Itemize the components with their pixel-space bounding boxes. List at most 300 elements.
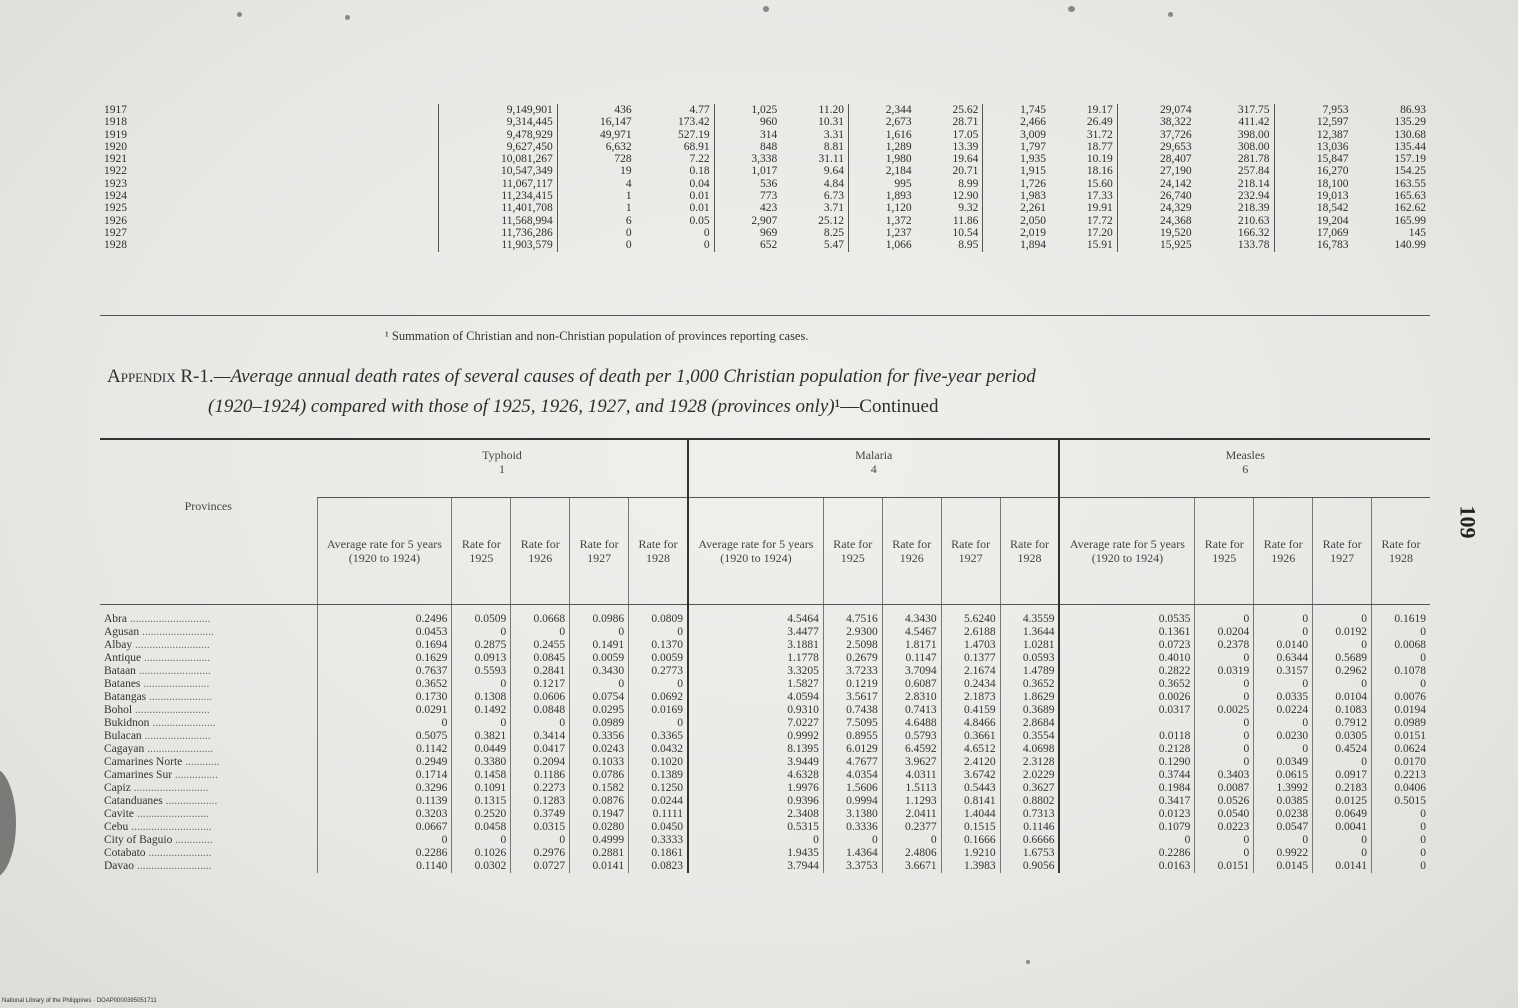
rate-cell: 0.0025	[1195, 704, 1254, 717]
rate-cell: 0.5593	[452, 665, 511, 678]
province-name: Catanduanes ..................	[104, 795, 218, 807]
value-cell: 15.91	[1086, 239, 1113, 252]
rate-cell: 0	[1313, 639, 1372, 652]
value-cell: 9.32	[958, 202, 979, 215]
rate-cell: 0	[511, 626, 570, 639]
rate-cell: 0.1730	[317, 691, 452, 704]
value-cell: 25.62	[952, 104, 979, 116]
rate-cell: 0.1146	[1000, 821, 1059, 834]
rate-cell: 0	[629, 717, 688, 730]
value-cell: 19.91	[1086, 202, 1113, 215]
value-cell: 37,726	[1117, 129, 1195, 141]
page-number: 109	[1455, 505, 1481, 539]
value-cell: 4	[557, 178, 635, 190]
value-cell: 1,980	[848, 153, 915, 165]
rate-cell: 0.0606	[511, 691, 570, 704]
province-name: Cagayan .......................	[104, 743, 214, 755]
rate-cell: 0.0432	[629, 743, 688, 756]
rate-cell: 0.4524	[1313, 743, 1372, 756]
rate-cell: 0.1389	[629, 769, 688, 782]
rate-cell: 0	[1313, 847, 1372, 860]
subheader: Average rate for 5 years (1920 to 1924)	[688, 498, 823, 605]
subheader: Rate for 1925	[452, 498, 511, 605]
group-header-malaria: Malaria 4	[688, 440, 1059, 498]
value-cell: 15,847	[1274, 153, 1352, 165]
rate-cell: 0.9922	[1254, 847, 1313, 860]
rate-cell: 0.0280	[570, 821, 629, 834]
rate-cell: 6.4592	[882, 743, 941, 756]
rate-cell: 0.7413	[882, 704, 941, 717]
value-cell: 18,542	[1274, 202, 1352, 214]
subheader: Rate for 1927	[1313, 498, 1372, 605]
value-cell: 15,925	[1117, 239, 1195, 251]
rate-cell: 0.0230	[1254, 730, 1313, 743]
value-cell: 2,019	[983, 227, 1050, 239]
rate-cell: 0.3652	[317, 678, 452, 691]
appendix-title-line-2	[208, 396, 938, 418]
rate-cell: 1.9976	[688, 782, 823, 795]
province-name: Camarines Sur ...............	[104, 769, 219, 781]
value-cell: 8.25	[823, 226, 844, 239]
rate-cell: 1.3644	[1000, 626, 1059, 639]
rate-cell: 0	[1254, 678, 1313, 691]
rate-cell: 0	[1254, 605, 1313, 627]
value-cell: 10.54	[952, 226, 979, 239]
province-name: Davao ..........................	[104, 860, 212, 872]
rate-cell: 0.0624	[1372, 743, 1430, 756]
rate-cell: 4.0311	[882, 769, 941, 782]
rate-cell: 0.0140	[1254, 639, 1313, 652]
rate-cell: 0.0194	[1372, 704, 1430, 717]
value-cell: 2,466	[983, 116, 1050, 128]
rate-cell: 0.0540	[1195, 808, 1254, 821]
rate-cell: 0.0291	[317, 704, 452, 717]
value-cell: 20.71	[952, 165, 979, 178]
rate-cell: 0.2841	[511, 665, 570, 678]
rate-cell: 0	[452, 678, 511, 691]
value-cell: 3.71	[823, 202, 844, 215]
rate-cell: 0.3689	[1000, 704, 1059, 717]
rate-cell: 0.5793	[882, 730, 941, 743]
rate-cell: 0	[1195, 691, 1254, 704]
value-cell: 11,234,415	[439, 190, 558, 202]
rate-cell	[1059, 717, 1194, 730]
value-cell: 6.73	[823, 190, 844, 203]
rate-cell: 1.9435	[688, 847, 823, 860]
rate-cell: 0.0615	[1254, 769, 1313, 782]
rate-cell: 0.0667	[317, 821, 452, 834]
rate-cell: 7.0227	[688, 717, 823, 730]
province-name: Cebu ............................	[104, 821, 212, 833]
title-text-2: (1920–1924) compared with those of 1925, 1926, 1927, and 1928 (provinces only)	[208, 396, 835, 417]
value-cell: 165.99	[1394, 214, 1426, 227]
year-row	[100, 190, 1430, 202]
value-cell: 11,736,286	[439, 227, 558, 239]
rate-cell: 0.0989	[1372, 717, 1430, 730]
value-cell: 773	[714, 190, 781, 202]
rate-cell: 0.0692	[629, 691, 688, 704]
rate-cell: 0.0547	[1254, 821, 1313, 834]
rate-cell: 0.6344	[1254, 652, 1313, 665]
province-row	[100, 626, 1430, 639]
value-cell: 411.42	[1238, 116, 1270, 129]
rate-cell: 0.0385	[1254, 795, 1313, 808]
speck	[1026, 960, 1030, 964]
provinces-header: Provinces	[100, 440, 317, 605]
rate-cell: 0	[1195, 743, 1254, 756]
subheader: Rate for 1925	[823, 498, 882, 605]
rate-cell: 2.9300	[823, 626, 882, 639]
value-cell: 8.95	[958, 239, 979, 252]
rate-cell: 4.0594	[688, 691, 823, 704]
rate-cell: 0.2520	[452, 808, 511, 821]
value-cell: 10.19	[1086, 153, 1113, 166]
rate-cell: 4.3430	[882, 605, 941, 627]
value-cell: 11,903,579	[439, 239, 558, 251]
rate-cell: 2.8310	[882, 691, 941, 704]
value-cell: 314	[714, 129, 781, 141]
rate-cell: 0	[1254, 626, 1313, 639]
rate-cell: 0	[1372, 808, 1430, 821]
group-header-measles: Measles 6	[1059, 440, 1430, 498]
rate-cell: 0.1947	[570, 808, 629, 821]
value-cell: 29,653	[1117, 141, 1195, 153]
province-row	[100, 652, 1430, 665]
rate-cell: 0.1290	[1059, 756, 1194, 769]
rate-cell: 0.0302	[452, 860, 511, 873]
year-cell: 1927	[104, 226, 127, 239]
rate-cell: 0.0059	[629, 652, 688, 665]
rate-cell: 0.1219	[823, 678, 882, 691]
rate-cell: 0.8955	[823, 730, 882, 743]
rate-cell: 0.0041	[1313, 821, 1372, 834]
province-name: Capiz ..........................	[104, 782, 209, 794]
province-row	[100, 743, 1430, 756]
rate-cell: 0	[629, 626, 688, 639]
rate-cell: 0	[1313, 756, 1372, 769]
value-cell: 17.72	[1086, 214, 1113, 227]
rate-cell: 0.1458	[452, 769, 511, 782]
rate-cell: 0.0104	[1313, 691, 1372, 704]
rate-cell: 0.1861	[629, 847, 688, 860]
rate-cell: 0	[1313, 834, 1372, 847]
value-cell: 145	[1408, 226, 1426, 239]
rate-cell: 0	[1195, 834, 1254, 847]
rate-cell: 0.0349	[1254, 756, 1313, 769]
value-cell: 7.22	[689, 153, 710, 166]
value-cell: 157.19	[1394, 153, 1426, 166]
rate-cell: 5.6240	[941, 605, 1000, 627]
rate-cell: 0.0151	[1372, 730, 1430, 743]
rate-cell: 0	[1195, 605, 1254, 627]
value-cell: 25.12	[818, 214, 844, 227]
rate-cell: 0.3627	[1000, 782, 1059, 795]
value-cell: 0	[703, 239, 710, 252]
top-continuation-table	[100, 104, 1430, 252]
rate-cell: 0.0170	[1372, 756, 1430, 769]
rate-cell: 1.4789	[1000, 665, 1059, 678]
speck	[237, 12, 242, 17]
rate-cell: 0.0076	[1372, 691, 1430, 704]
year-cell: 1917	[104, 104, 127, 116]
rate-cell: 2.4806	[882, 847, 941, 860]
value-cell: 8.81	[823, 140, 844, 153]
rate-cell: 0.0192	[1313, 626, 1372, 639]
rate-cell: 0.8802	[1000, 795, 1059, 808]
value-cell: 18.16	[1086, 165, 1113, 178]
value-cell: 26.49	[1086, 116, 1113, 129]
value-cell: 281.78	[1237, 153, 1270, 166]
speck	[1068, 6, 1075, 12]
year-row	[100, 215, 1430, 227]
value-cell: 19,013	[1274, 190, 1352, 202]
rate-cell: 4.3559	[1000, 605, 1059, 627]
value-cell: 1,237	[848, 227, 915, 239]
rate-cell: 0.3821	[452, 730, 511, 743]
rate-cell: 0.1361	[1059, 626, 1194, 639]
rate-cell: 0	[452, 834, 511, 847]
value-cell: 0	[557, 239, 635, 251]
rate-cell: 3.6742	[941, 769, 1000, 782]
rate-cell: 0.2496	[317, 605, 452, 627]
value-cell: 26,740	[1117, 190, 1195, 202]
value-cell: 163.55	[1394, 177, 1426, 190]
rate-cell: 0.0649	[1313, 808, 1372, 821]
rate-cell: 0.1217	[511, 678, 570, 691]
province-row	[100, 782, 1430, 795]
rate-cell: 0.0145	[1254, 860, 1313, 873]
speck	[345, 15, 350, 20]
rate-cell: 0.1139	[317, 795, 452, 808]
rate-cell: 3.7094	[882, 665, 941, 678]
rate-cell: 0.0295	[570, 704, 629, 717]
value-cell: 1,017	[714, 165, 781, 177]
value-cell: 3,009	[983, 129, 1050, 141]
value-cell: 4.84	[823, 177, 844, 190]
rate-cell: 0.9992	[688, 730, 823, 743]
rate-cell: 0.1283	[511, 795, 570, 808]
subheader: Rate for 1926	[511, 498, 570, 605]
province-row	[100, 821, 1430, 834]
value-cell: 1,372	[848, 215, 915, 227]
rate-cell: 0.1026	[452, 847, 511, 860]
value-cell: 19.17	[1086, 104, 1113, 116]
value-cell: 31.11	[818, 153, 844, 166]
value-cell: 3,338	[714, 153, 781, 165]
province-row	[100, 769, 1430, 782]
province-name: Antique .......................	[104, 652, 211, 664]
value-cell: 13.39	[952, 140, 979, 153]
rate-cell: 0	[317, 717, 452, 730]
rate-cell: 3.3753	[823, 860, 882, 873]
rate-cell: 0.1629	[317, 652, 452, 665]
rate-cell: 0.0458	[452, 821, 511, 834]
rate-cell: 1.5827	[688, 678, 823, 691]
value-cell: 2,344	[848, 104, 915, 116]
rate-cell: 0.5689	[1313, 652, 1372, 665]
rate-cell: 0.3414	[511, 730, 570, 743]
rate-cell: 0.1020	[629, 756, 688, 769]
province-name: Batanes .......................	[104, 678, 210, 690]
rate-cell: 4.5467	[882, 626, 941, 639]
rate-cell: 0.2377	[882, 821, 941, 834]
rate-cell: 0.1079	[1059, 821, 1194, 834]
year-cell: 1928	[104, 239, 127, 252]
rate-cell: 0.5315	[688, 821, 823, 834]
rate-cell: 0.1083	[1313, 704, 1372, 717]
rate-cell: 1.4364	[823, 847, 882, 860]
rate-cell: 0.0917	[1313, 769, 1372, 782]
value-cell: 436	[557, 104, 635, 116]
value-cell: 130.68	[1394, 128, 1426, 141]
value-cell: 423	[714, 202, 781, 214]
rate-cell: 0.2213	[1372, 769, 1430, 782]
rate-cell: 0.7313	[1000, 808, 1059, 821]
value-cell: 218.39	[1237, 202, 1270, 215]
value-cell: 15.60	[1086, 177, 1113, 190]
rate-cell: 0.0163	[1059, 860, 1194, 873]
province-row	[100, 717, 1430, 730]
rate-cell: 0	[1195, 847, 1254, 860]
rate-cell: 3.9627	[882, 756, 941, 769]
appendix-title-line-1	[107, 366, 1036, 388]
value-cell: 308.00	[1237, 140, 1270, 153]
value-cell: 17.33	[1086, 190, 1113, 203]
province-row	[100, 756, 1430, 769]
value-cell: 166.32	[1237, 226, 1270, 239]
rate-cell: 1.0281	[1000, 639, 1059, 652]
rate-cell: 0.2128	[1059, 743, 1194, 756]
value-cell: 398.00	[1237, 128, 1270, 141]
subheader: Rate for 1927	[941, 498, 1000, 605]
value-cell: 0.04	[689, 177, 710, 190]
province-row	[100, 691, 1430, 704]
value-cell: 218.14	[1237, 177, 1270, 190]
rate-cell: 1.5606	[823, 782, 882, 795]
rate-cell: 3.4477	[688, 626, 823, 639]
rate-cell: 0.9310	[688, 704, 823, 717]
rate-cell: 0.0319	[1195, 665, 1254, 678]
value-cell: 1,894	[983, 239, 1050, 251]
value-cell: 1,025	[714, 104, 781, 116]
province-name: Abra ............................	[104, 613, 211, 625]
year-row	[100, 178, 1430, 190]
rate-cell: 0.1250	[629, 782, 688, 795]
value-cell: 2,184	[848, 165, 915, 177]
province-name: Bulacan .......................	[104, 730, 211, 742]
year-cell: 1918	[104, 116, 127, 129]
value-cell: 0.18	[689, 165, 710, 178]
rate-cell: 0.0141	[570, 860, 629, 873]
rate-cell: 0	[1195, 730, 1254, 743]
value-cell: 17,069	[1274, 227, 1352, 239]
rate-cell: 0.0913	[452, 652, 511, 665]
value-cell: 1,289	[848, 141, 915, 153]
rate-cell: 0	[1195, 652, 1254, 665]
rate-cell: 0	[1313, 605, 1372, 627]
rate-cell: 0	[1059, 834, 1194, 847]
value-cell: 1,797	[983, 141, 1050, 153]
rate-cell: 4.6512	[941, 743, 1000, 756]
value-cell: 28,407	[1117, 153, 1195, 165]
subheader: Average rate for 5 years (1920 to 1924)	[1059, 498, 1194, 605]
divider	[100, 315, 1430, 316]
footnote: ¹ Summation of Christian and non-Christian population of provinces reporting cases.	[385, 329, 809, 343]
rate-cell: 0.2976	[511, 847, 570, 860]
rate-cell: 0.0238	[1254, 808, 1313, 821]
year-row	[100, 129, 1430, 141]
subheader: Rate for 1926	[882, 498, 941, 605]
year-row	[100, 116, 1430, 128]
rate-cell: 4.0698	[1000, 743, 1059, 756]
rate-cell: 1.4703	[941, 639, 1000, 652]
rate-cell: 0.2881	[570, 847, 629, 860]
rate-cell: 0.0406	[1372, 782, 1430, 795]
province-row	[100, 704, 1430, 717]
rate-cell: 0.0449	[452, 743, 511, 756]
value-cell: 24,368	[1117, 215, 1195, 227]
province-row	[100, 795, 1430, 808]
rate-cell: 0.3157	[1254, 665, 1313, 678]
rate-cell: 3.1881	[688, 639, 823, 652]
rate-cell: 1.8171	[882, 639, 941, 652]
value-cell: 3.31	[823, 128, 844, 141]
value-cell: 28.71	[952, 116, 979, 129]
value-cell: 17.20	[1086, 226, 1113, 239]
rate-cell: 0.0317	[1059, 704, 1194, 717]
subheader: Rate for 1928	[629, 498, 688, 605]
rate-cell: 0.1377	[941, 652, 1000, 665]
value-cell: 0	[557, 227, 635, 239]
rate-cell: 0.0526	[1195, 795, 1254, 808]
rate-cell: 0.3417	[1059, 795, 1194, 808]
rate-cell: 0.2679	[823, 652, 882, 665]
rate-cell: 0.2455	[511, 639, 570, 652]
subheader: Rate for 1926	[1254, 498, 1313, 605]
rate-cell: 0.3336	[823, 821, 882, 834]
subheader: Rate for 1927	[570, 498, 629, 605]
value-cell: 4.77	[689, 104, 710, 116]
rate-cell: 0.3652	[1000, 678, 1059, 691]
rate-cell: 0.1091	[452, 782, 511, 795]
rate-cell: 0.0125	[1313, 795, 1372, 808]
rate-cell: 0.0204	[1195, 626, 1254, 639]
province-name: Bohol ..........................	[104, 704, 210, 716]
rate-cell: 0.3652	[1059, 678, 1194, 691]
rate-cell: 0.3203	[317, 808, 452, 821]
rate-cell: 0.0243	[570, 743, 629, 756]
rate-cell: 2.8684	[1000, 717, 1059, 730]
province-row	[100, 847, 1430, 860]
rate-cell: 0.0244	[629, 795, 688, 808]
value-cell: 728	[557, 153, 635, 165]
value-cell: 173.42	[677, 116, 710, 129]
rate-cell: 2.1674	[941, 665, 1000, 678]
rate-cell: 2.3128	[1000, 756, 1059, 769]
value-cell: 133.78	[1237, 239, 1270, 252]
rate-cell: 0.0026	[1059, 691, 1194, 704]
value-cell: 9,478,929	[439, 129, 558, 141]
rate-cell: 0.3296	[317, 782, 452, 795]
rate-cell: 0	[1254, 834, 1313, 847]
rate-cell: 0	[882, 834, 941, 847]
rate-cell: 0	[1372, 821, 1430, 834]
province-name: City of Baguio .............	[104, 834, 213, 846]
appendix-label: Appendix R-1.	[107, 366, 214, 387]
value-cell: 29,074	[1117, 104, 1195, 116]
rate-cell: 0.3661	[941, 730, 1000, 743]
rate-cell: 4.7516	[823, 605, 882, 627]
